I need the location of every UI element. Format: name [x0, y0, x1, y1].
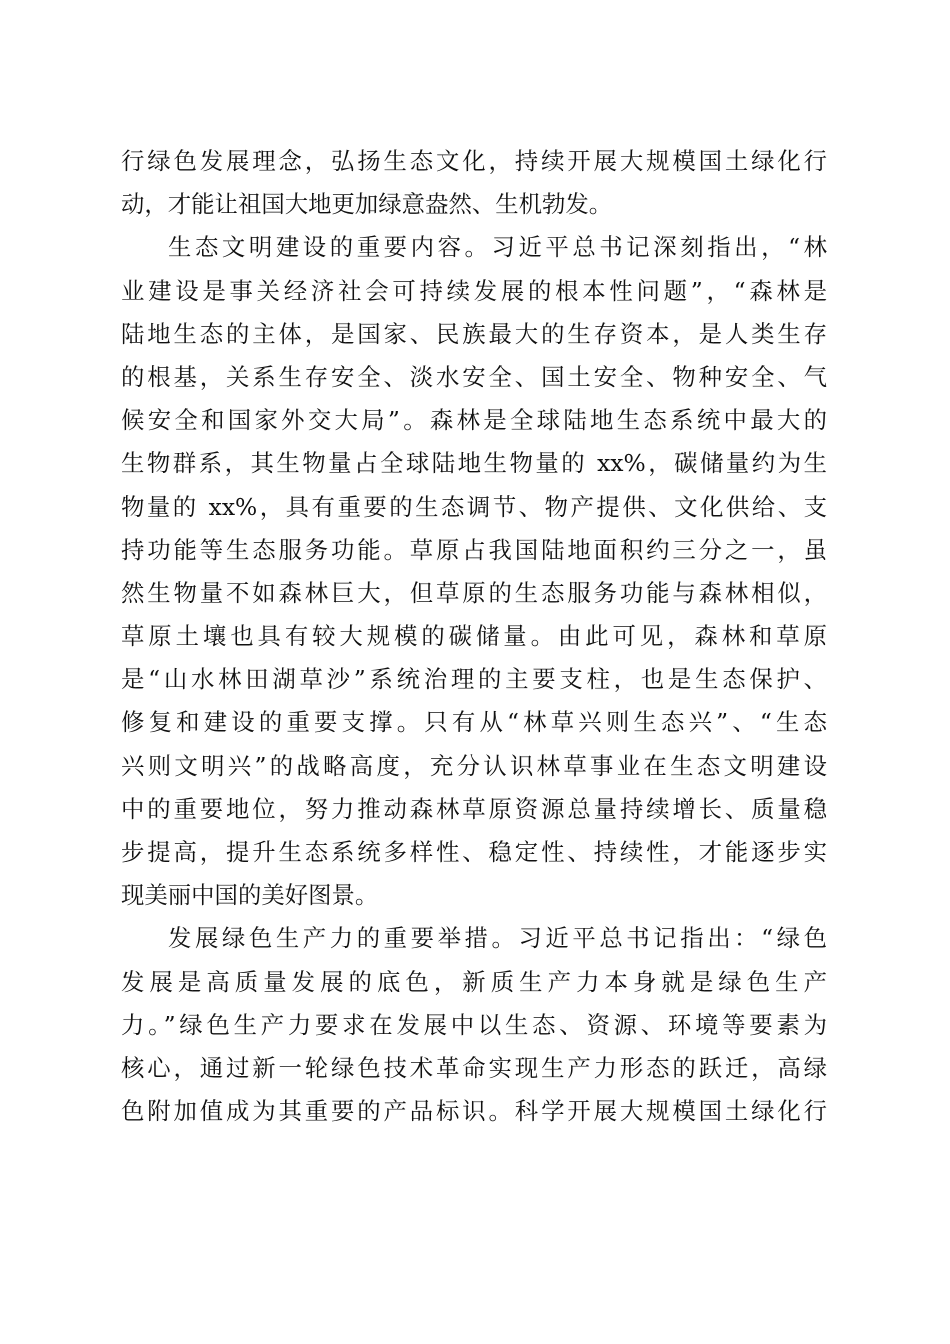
text-line: 核心，通过新一轮绿色技术革命实现生产力形态的跃迁，高绿: [121, 1053, 827, 1082]
text-line: 力。”绿色生产力要求在发展中以生态、资源、环境等要素为: [121, 1010, 827, 1039]
text-line: 色附加值成为其重要的产品标识。科学开展大规模国土绿化行: [121, 1097, 827, 1126]
text-line: 然生物量不如森林巨大，但草原的生态服务功能与森林相似，: [121, 578, 827, 607]
text-line: 发展是高质量发展的底色，新质生产力本身就是绿色生产: [121, 967, 827, 996]
text-line: 现美丽中国的美好图景。: [121, 881, 379, 910]
document-body: [121, 140, 827, 1133]
text-line: 业建设是事关经济社会可持续发展的根本性问题”，“森林是: [121, 276, 827, 305]
text-line: 兴则文明兴”的战略高度，充分认识林草事业在生态文明建设: [121, 751, 827, 780]
text-line: 行绿色发展理念，弘扬生态文化，持续开展大规模国土绿化行: [121, 147, 827, 175]
text-line: 是“山水林田湖草沙”系统治理的主要支柱，也是生态保护、: [121, 665, 827, 694]
text-line: 候安全和国家外交大局”。森林是全球陆地生态系统中最大的: [121, 406, 827, 435]
text-line: 草原土壤也具有较大规模的碳储量。由此可见，森林和草原: [121, 622, 827, 651]
text-line: 动，才能让祖国大地更加绿意盎然、生机勃发。: [121, 190, 613, 219]
text-line: 物量的 xx%，具有重要的生态调节、物产提供、文化供给、支: [121, 492, 827, 521]
text-line: 修复和建设的重要支撑。只有从“林草兴则生态兴”、“生态: [121, 708, 827, 737]
text-line: 陆地生态的主体，是国家、民族最大的生存资本，是人类生存: [121, 319, 827, 348]
text-line: 生物群系，其生物量占全球陆地生物量的 xx%，碳储量约为生: [121, 449, 827, 478]
text-line: 持功能等生态服务功能。草原占我国陆地面积约三分之一，虽: [121, 535, 827, 564]
paragraph-first-line: 发展绿色生产力的重要举措。习近平总书记指出：“绿色: [168, 924, 827, 953]
text-line: 的根基，关系生存安全、淡水安全、国土安全、物种安全、气: [121, 362, 827, 391]
paragraph-first-line: 生态文明建设的重要内容。习近平总书记深刻指出，“林: [168, 233, 827, 262]
text-line: 中的重要地位，努力推动森林草原资源总量持续增长、质量稳: [121, 794, 827, 823]
text-line: 步提高，提升生态系统多样性、稳定性、持续性，才能逐步实: [121, 838, 827, 866]
